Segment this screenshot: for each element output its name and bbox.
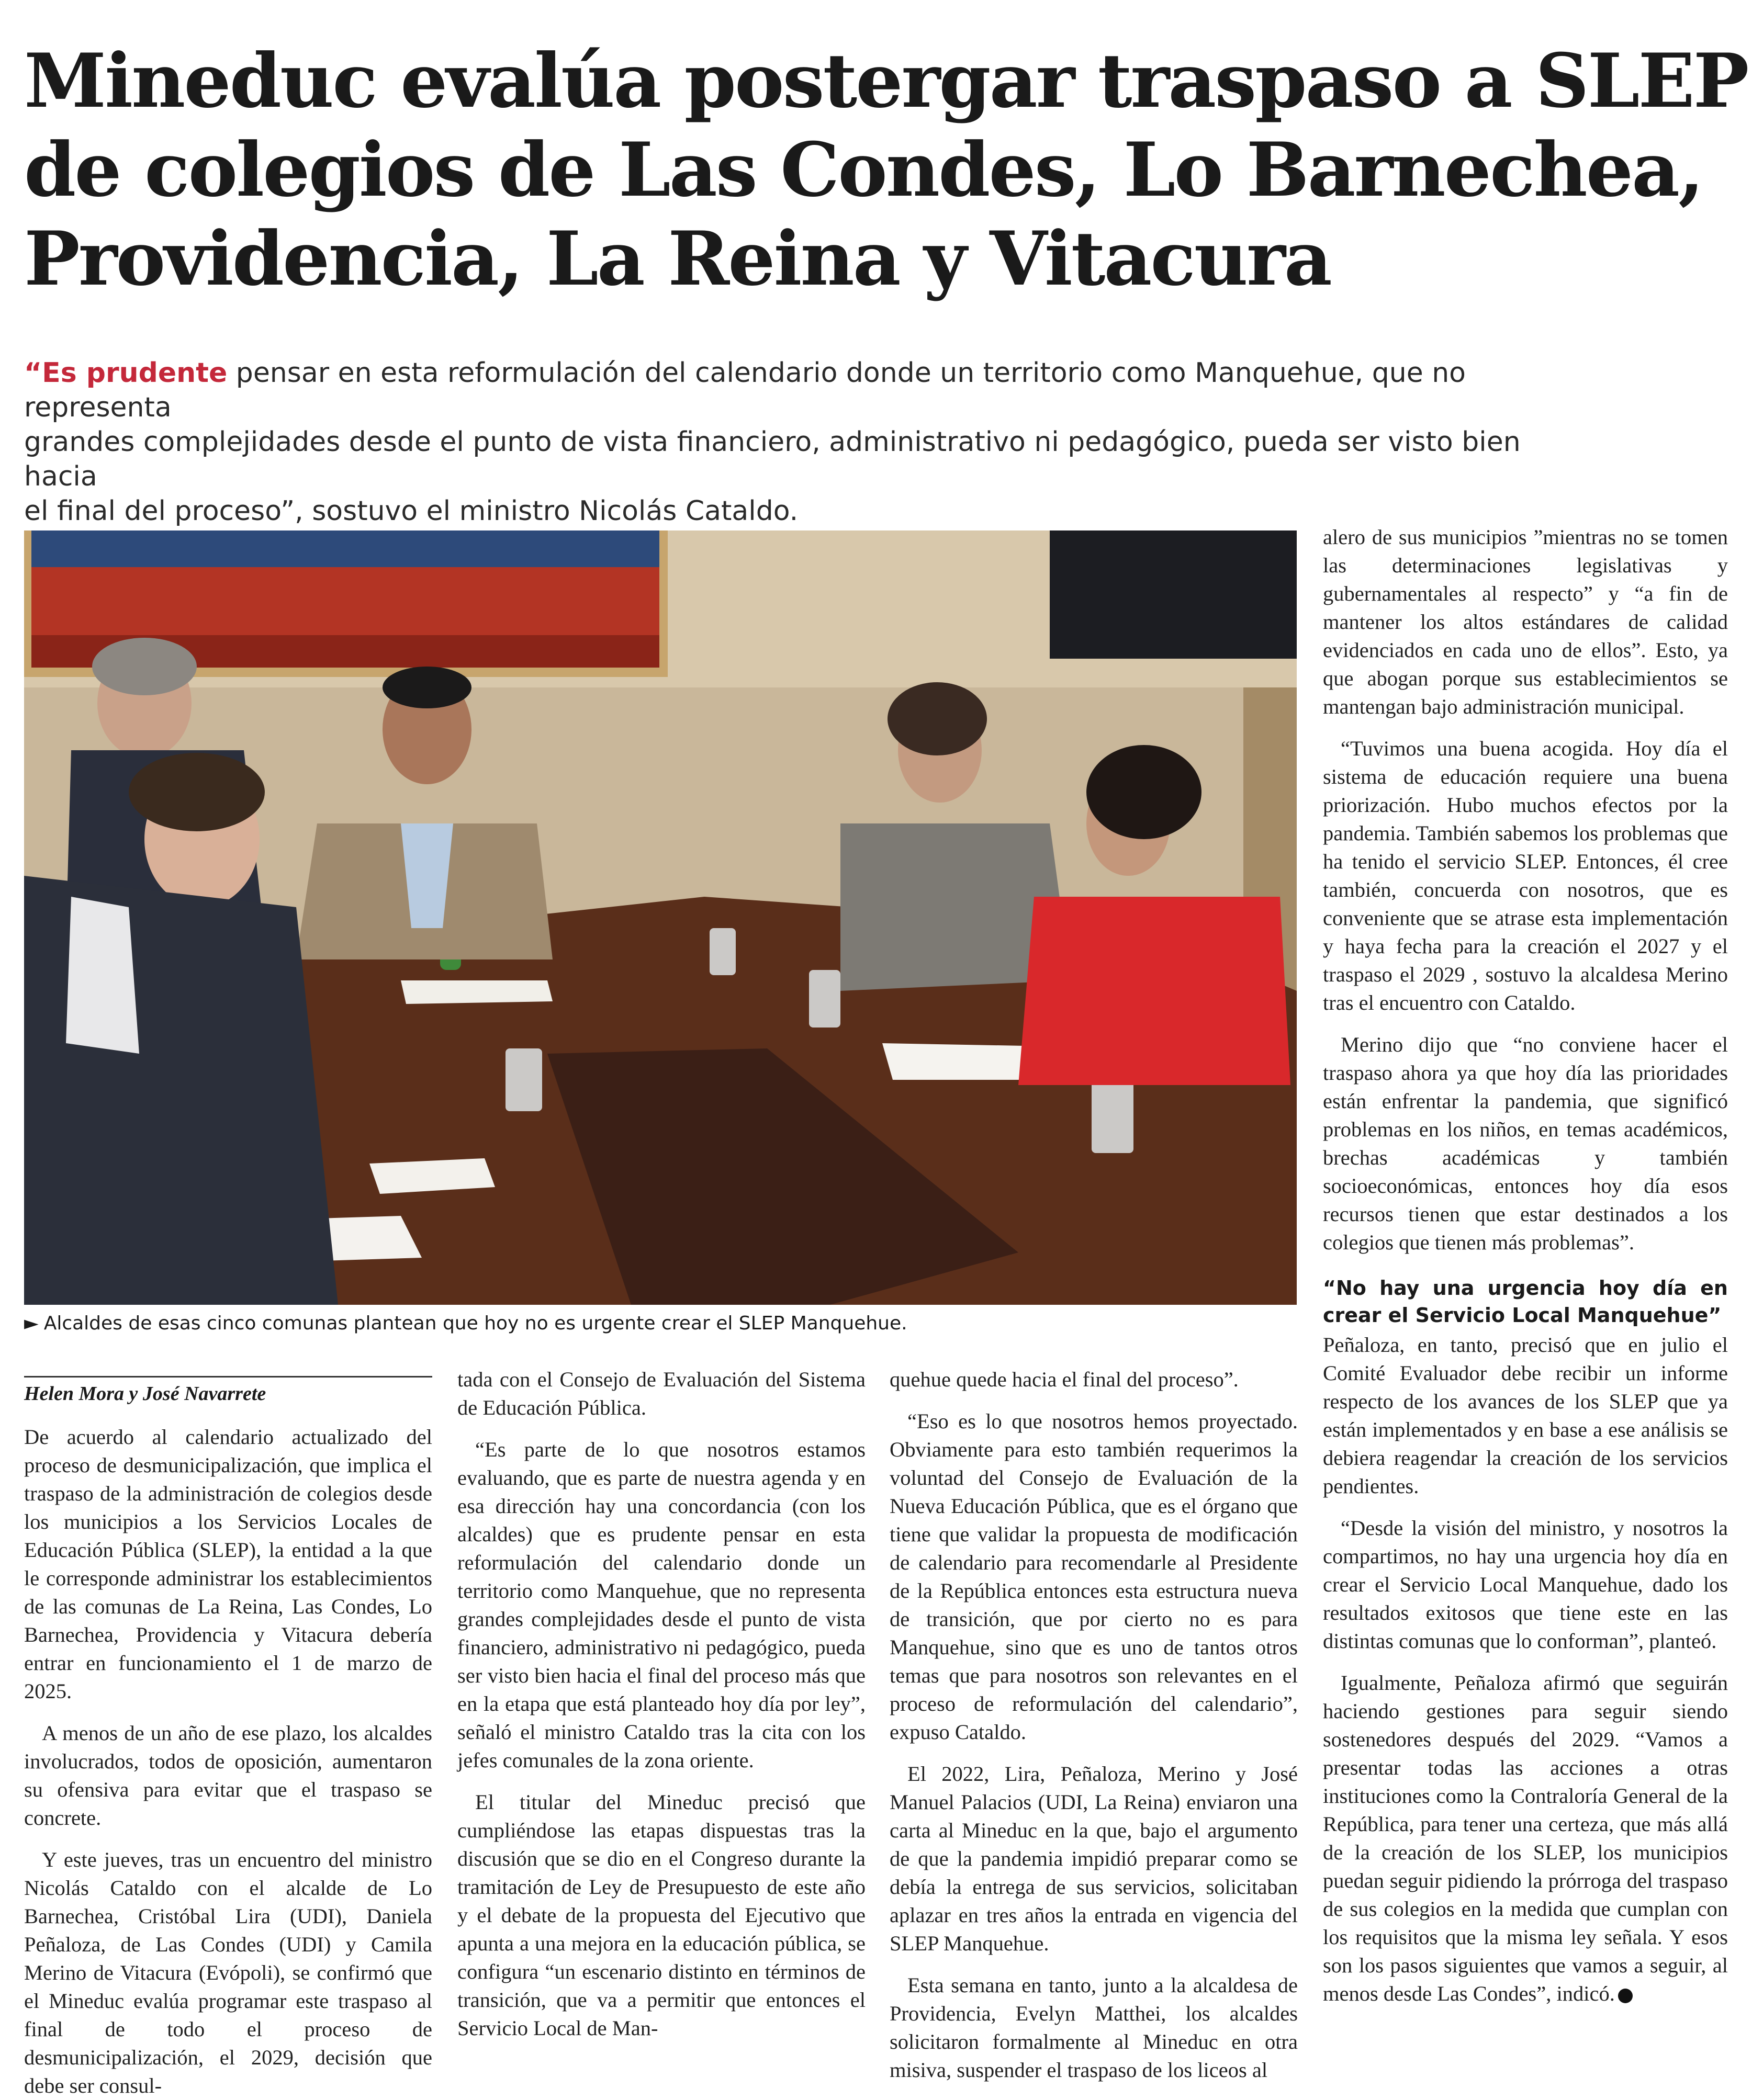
end-of-article-icon <box>1618 1989 1633 2003</box>
headline <box>24 37 1748 303</box>
headline-line-3: Providencia, La Reina y Vitacura <box>24 216 1331 302</box>
section-subhead: “No hay una urgencia hoy día en crear el Servicio Local Manquehue” <box>1323 1277 1728 1327</box>
lead-paragraph <box>24 356 1594 528</box>
article-column-2 <box>457 1365 866 2042</box>
article-column-4 <box>1323 523 1728 2008</box>
paragraph <box>1323 1669 1728 2008</box>
paragraph: El 2022, Lira, Peñaloza, Merino y José Manuel Palacios (UDI, La Reina) enviaron una carta al Mineduc en la que, bajo el argumento de que la pandemia impidió preparar como se debía la entrega de sus servicios, solicitaban aplazar en tres años la entrada en vigencia del SLEP Manquehue. <box>890 1762 1298 1955</box>
byline: Helen Mora y José Navarrete <box>24 1376 432 1407</box>
headline-line-1: Mineduc evalúa postergar traspaso a SLEP <box>24 38 1748 125</box>
paragraph: Peñaloza, en tanto, precisó que en julio el Comité Evaluador debe recibir un informe respecto de los avances de los SLEP que ya están implementados y en base a ese análisis se debiera reagendar la creación de los servicios pendientes. <box>1323 1333 1728 1498</box>
meeting-photo-illustration <box>24 530 1297 1305</box>
paragraph: Y este jueves, tras un encuentro del ministro Nicolás Cataldo con el alcalde de Lo Barnechea, Cristóbal Lira (UDI), Daniela Peñaloza, de Las Condes (UDI) y Camila Merino de Vitacura (Evópoli), se confirmó que el Mineduc evalúa programar este traspaso al final de todo el proceso de desmunicipalización, el 2029, decisión que debe ser consul- <box>24 1848 432 2097</box>
paragraph: “Tuvimos una buena acogida. Hoy día el sistema de educación requiere una buena priorización. Hubo muchos efectos por la pandemia. También sabemos los problemas que ha tenido el servicio SLEP. Entonces, él cree también, concuerda con nosotros, que es conveniente que se atrase esta implementación y haya fecha para la creación el 2027 y el traspaso el 2029 , sostuvo la alcaldesa Merino tras el encuentro con Cataldo. <box>1323 737 1728 1014</box>
paragraph-text: Igualmente, Peñaloza afirmó que seguirán haciendo gestiones para seguir siendo sostenedores después del 2029. “Vamos a presentar todas las acciones a otras instituciones como la Contraloría General de la República, para tener una certeza, que más allá de la creación de los SLEP, los municipios puedan seguir pidiendo la prórroga del traspaso de sus colegios en la medida que cumplan con los requisitos que la misma ley señala. Y esos son los pasos siguientes que vamos a seguir, al menos desde Las Condes”, indicó. <box>1323 1671 1728 2005</box>
headline-line-2: de colegios de Las Condes, Lo Barnechea, <box>24 127 1703 213</box>
lead-line-1: pensar en esta reformulación del calendario donde un territorio como Manquehue, que no representa <box>24 357 1466 423</box>
lead-line-2: grandes complejidades desde el punto de vista financiero, administrativo ni pedagógico, pueda ser visto bien hacia <box>24 426 1521 492</box>
article-column-3 <box>890 1365 1298 2084</box>
paragraph: “Desde la visión del ministro, y nosotros la compartimos, no hay una urgencia hoy día en crear el Servicio Local Manquehue, dado los resultados exitosos que tiene este en las distintas comunas que lo conforman”, planteó. <box>1323 1516 1728 1653</box>
paragraph: “Eso es lo que nosotros hemos proyectado. Obviamente para esto también requerimos la voluntad del Consejo de Evaluación de la Nueva Educación Pública, que es el órgano que tiene que validar la propuesta de modificación de calendario para recomendarle al Presidente de la República entonces esta estructura nueva de transición, que por cierto no es para Manquehue, sino que es uno de tantos otros temas que para nosotros son relevantes en el proceso de reformulación del calendario”, expuso Cataldo. <box>890 1409 1298 1744</box>
lead-highlight: “Es prudente <box>24 357 228 389</box>
lead-line-3: el final del proceso”, sostuvo el ministro Nicolás Cataldo. <box>24 495 799 527</box>
paragraph: Esta semana en tanto, junto a la alcaldesa de Providencia, Evelyn Matthei, los alcaldes solicitaron formalmente al Mineduc en otra misiva, suspender el traspaso de los liceos al <box>890 1973 1298 2082</box>
meeting-photo <box>24 530 1297 1305</box>
paragraph: De acuerdo al calendario actualizado del proceso de desmunicipalización, que implica el traspaso de la administración de colegios desde los municipios a los Servicios Locales de Educación Pública (SLEP), la entidad a la que le corresponde administrar los establecimientos de las comunas de La Reina, Las Condes, Lo Barnechea, Providencia y Vitacura debería entrar en funcionamiento el 1 de marzo de 2025. <box>24 1425 432 1703</box>
photo-caption <box>24 1311 1297 1336</box>
paragraph: quehue quede hacia el final del proceso”. <box>890 1368 1239 1391</box>
paragraph: “Es parte de lo que nosotros estamos evaluando, que es parte de nuestra agenda y en esa dirección hay una concordancia (con los alcaldes) que es prudente pensar en esta reformulación del calendario donde un territorio como Manquehue, que no representa grandes complejidades desde el punto de vista financiero, administrativo ni pedagógico, pueda ser visto bien hacia el final del proceso más que en la etapa que está planteado hoy día por ley”, señaló el ministro Cataldo tras la cita con los jefes comunales de la zona oriente. <box>457 1438 866 1772</box>
caption-marker-icon: ► <box>24 1313 39 1334</box>
paragraph: A menos de un año de ese plazo, los alcaldes involucrados, todos de oposición, aumentaron su ofensiva para evitar que el traspaso se concrete. <box>24 1721 432 1830</box>
paragraph: El titular del Mineduc precisó que cumpliéndose las etapas dispuestas tras la discusión que se dio en el Congreso durante la tramitación de Ley de Presupuesto de este año y el debate de la propuesta del Ejecutivo que apunta a una mejora en la educación pública, se configura “un escenario distinto en términos de transición, que va a permitir que entonces el Servicio Local de Man- <box>457 1790 866 2040</box>
caption-text: Alcaldes de esas cinco comunas plantean que hoy no es urgente crear el SLEP Manquehue. <box>43 1313 907 1334</box>
paragraph: Merino dijo que “no conviene hacer el traspaso ahora ya que hoy día las prioridades están enfrentar la pandemia, que significó problemas en los niños, en temas académicos, brechas académicas y también socioeconómicas, entonces hoy día esos recursos tienen que estar destinados a los colegios que tienen más problemas”. <box>1323 1033 1728 1254</box>
paragraph: tada con el Consejo de Evaluación del Sistema de Educación Pública. <box>457 1368 866 1419</box>
paragraph: alero de sus municipios ”mientras no se tomen las determinaciones legislativas y gubernamentales al respecto” y “a fin de mantener los altos estándares de calidad evidenciados en cada uno de ellos”. Esto, ya que abogan porque sus establecimientos se mantengan bajo administración municipal. <box>1323 525 1728 718</box>
article-column-1 <box>24 1423 432 2100</box>
